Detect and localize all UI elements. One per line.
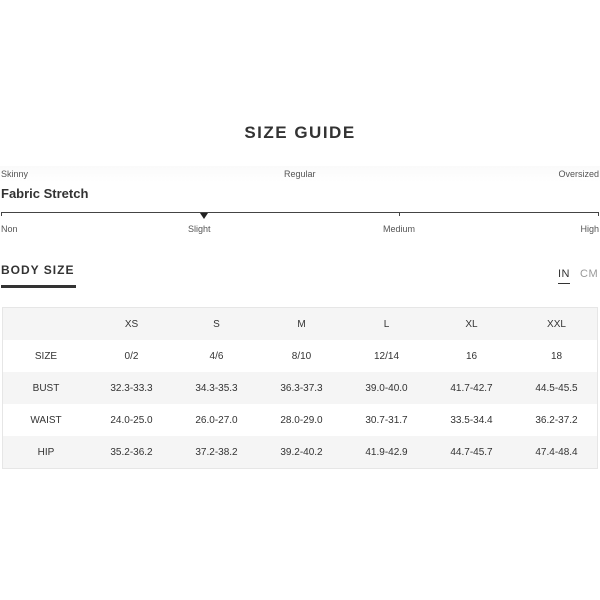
table-cell: 24.0-25.0	[110, 414, 153, 426]
body-size-heading: BODY SIZE	[1, 263, 75, 277]
table-cell: 18	[550, 350, 563, 362]
scale-tick	[399, 213, 400, 216]
table-cell: 39.2-40.2	[280, 446, 323, 458]
row-label: BUST	[32, 382, 60, 394]
scale-label-high: High	[580, 224, 599, 234]
table-cell: 4/6	[209, 350, 224, 362]
table-row	[3, 340, 597, 372]
table-cell: 35.2-36.2	[110, 446, 153, 458]
stretch-scale-labels	[0, 224, 600, 236]
fit-label-oversized: Oversized	[558, 169, 599, 179]
table-cell: 36.3-37.3	[280, 382, 323, 394]
unit-toggle-in[interactable]: IN	[558, 268, 570, 280]
scale-label-medium: Medium	[383, 224, 416, 234]
table-header-cell: L	[383, 318, 390, 330]
table-cell: 34.3-35.3	[195, 382, 238, 394]
table-cell: 47.4-48.4	[535, 446, 578, 458]
row-label: HIP	[37, 446, 55, 458]
table-cell: 36.2-37.2	[535, 414, 578, 426]
table-cell: 44.7-45.7	[450, 446, 493, 458]
scale-tick	[598, 213, 599, 216]
unit-toggle-cm[interactable]: CM	[580, 268, 599, 280]
table-cell: 28.0-29.0	[280, 414, 323, 426]
table-header-cell: XS	[124, 318, 139, 330]
table-row	[3, 404, 597, 436]
table-cell: 41.7-42.7	[450, 382, 493, 394]
scale-tick	[1, 213, 2, 216]
row-label: WAIST	[30, 414, 62, 426]
fit-label-skinny: Skinny	[1, 169, 29, 179]
table-cell: 39.0-40.0	[365, 382, 408, 394]
body-size-underline	[1, 285, 76, 288]
fit-scale	[0, 166, 600, 182]
table-row	[3, 372, 597, 404]
scale-label-slight: Slight	[188, 224, 211, 234]
table-cell: 12/14	[373, 350, 400, 362]
page-title: SIZE GUIDE	[244, 123, 356, 142]
table-cell: 37.2-38.2	[195, 446, 238, 458]
stretch-marker-icon	[200, 213, 208, 219]
table-cell: 26.0-27.0	[195, 414, 238, 426]
table-cell: 32.3-33.3	[110, 382, 153, 394]
table-header-cell: XL	[465, 318, 478, 330]
row-label: SIZE	[34, 350, 58, 362]
table-header-row	[3, 308, 597, 340]
fit-label-regular: Regular	[284, 169, 316, 179]
table-row	[3, 436, 597, 468]
fabric-stretch-label: Fabric Stretch	[1, 186, 89, 201]
scale-label-non: Non	[1, 224, 18, 234]
table-cell: 44.5-45.5	[535, 382, 578, 394]
table-cell: 0/2	[124, 350, 139, 362]
size-table	[2, 307, 598, 469]
table-cell: 16	[465, 350, 478, 362]
table-header-cell: S	[213, 318, 220, 330]
table-cell: 30.7-31.7	[365, 414, 408, 426]
table-cell: 33.5-34.4	[450, 414, 493, 426]
table-header-cell: XXL	[547, 318, 566, 330]
stretch-scale-line	[1, 212, 599, 213]
table-cell: 8/10	[291, 350, 312, 362]
table-header-cell: M	[297, 318, 306, 330]
table-cell: 41.9-42.9	[365, 446, 408, 458]
